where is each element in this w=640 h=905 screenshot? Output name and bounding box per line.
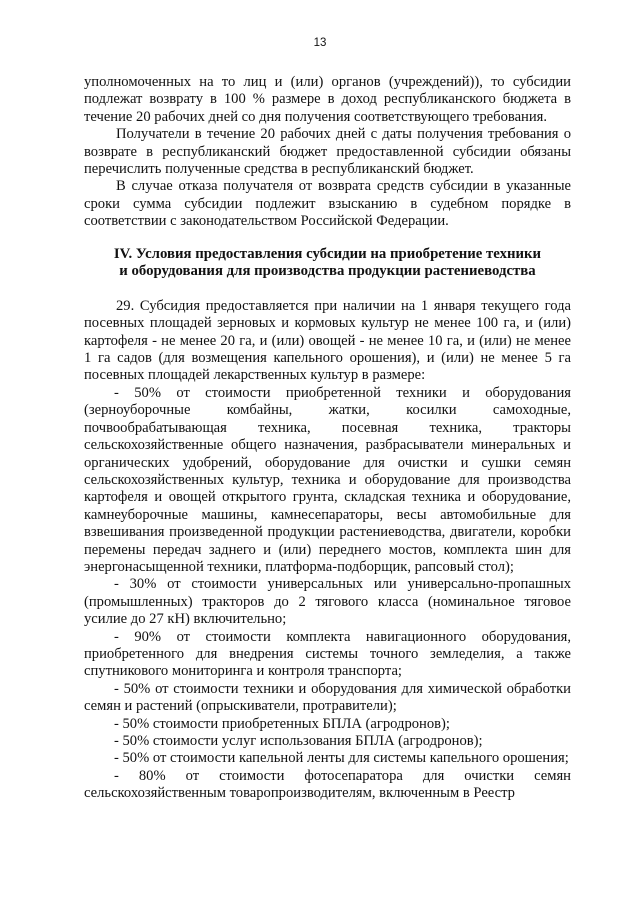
paragraph-return-deadline: Получатели в течение 20 рабочих дней с даты получения требования о возврате в республиканский бюджет предоставленной субсидии обязаны перечислить полученные средства в республиканский бюджет. bbox=[84, 126, 571, 178]
list-item: - 30% от стоимости универсальных или универсально-пропашных (промышленных) тракторов до 2 тягового класса (номинальное тяговое усилие до 27 кН) включительно; bbox=[84, 576, 571, 628]
section-heading-line-2: и оборудования для производства продукции растениеводства bbox=[119, 263, 536, 280]
paragraph-continuation: уполномоченных на то лиц и (или) органов (учреждений)), то субсидии подлежат возврату в 100 % размере в доход республиканского бюджета в течение 20 рабочих дней со дня получения соответствующего требования. bbox=[84, 74, 571, 125]
document-body bbox=[84, 74, 571, 803]
paragraph-29: 29. Субсидия предоставляется при наличии на 1 января текущего года посевных площадей зерновых и кормовых культур не менее 100 га, и (или) картофеля - не менее 20 га, и (или) овощей - не менее 10 га, и (или) не менее 1 га садов (для возмещения капельного орошения), и (или) не менее 5 га посевных площадей лекарственных культур в размере: bbox=[84, 297, 571, 384]
list-item: - 50% от стоимости техники и оборудования для химической обработки семян и растений (опрыскиватели, протравители); bbox=[84, 680, 571, 715]
section-heading-line-1: IV. Условия предоставления субсидии на приобретение техники bbox=[113, 245, 542, 262]
section-heading bbox=[84, 246, 571, 281]
list-item: - 90% от стоимости комплекта навигационного оборудования, приобретенного для внедрения системы точного земледелия, а также спутникового мониторинга и контроля транспорта; bbox=[84, 628, 571, 680]
list-item: - 50% стоимости приобретенных БПЛА (агродронов); bbox=[114, 715, 450, 732]
list-item: - 80% от стоимости фотосепаратора для очистки семян сельскохозяйственным товаропроизводителям, включенным в Реестр bbox=[84, 767, 571, 802]
list-item: - 50% от стоимости капельной ленты для системы капельного орошения; bbox=[114, 750, 569, 767]
list-item: - 50% стоимости услуг использования БПЛА (агродронов); bbox=[114, 733, 483, 749]
list-item: - 50% от стоимости приобретенной техники и оборудования (зерноуборочные комбайны, жатки, косилки самоходные, почвообрабатывающая техника, посевная техника, тракторы сельскохозяйственные общего назначения, разбрасыватели минеральных и органических удобрений, оборудование для очистки и сушки семян сельскохозяйственных культур, техника и оборудование для производства картофеля и овощей открытого грунта, складская техника и оборудование, камнеуборочные машины, камнесепараторы, весы автомобильные для взвешивания произведенной продукции растениеводства, двигатели, коробки перемены передач заднего и (или) переднего мостов, комплекта шин для энергонасыщенной техники, платформа-подборщик, рапсовый стол); bbox=[84, 384, 571, 575]
page-number: 13 bbox=[313, 37, 327, 49]
paragraph-refusal: В случае отказа получателя от возврата средств субсидии в указанные сроки сумма субсидии подлежит взысканию в судебном порядке в соответствии с законодательством Российской Федерации. bbox=[84, 178, 571, 230]
